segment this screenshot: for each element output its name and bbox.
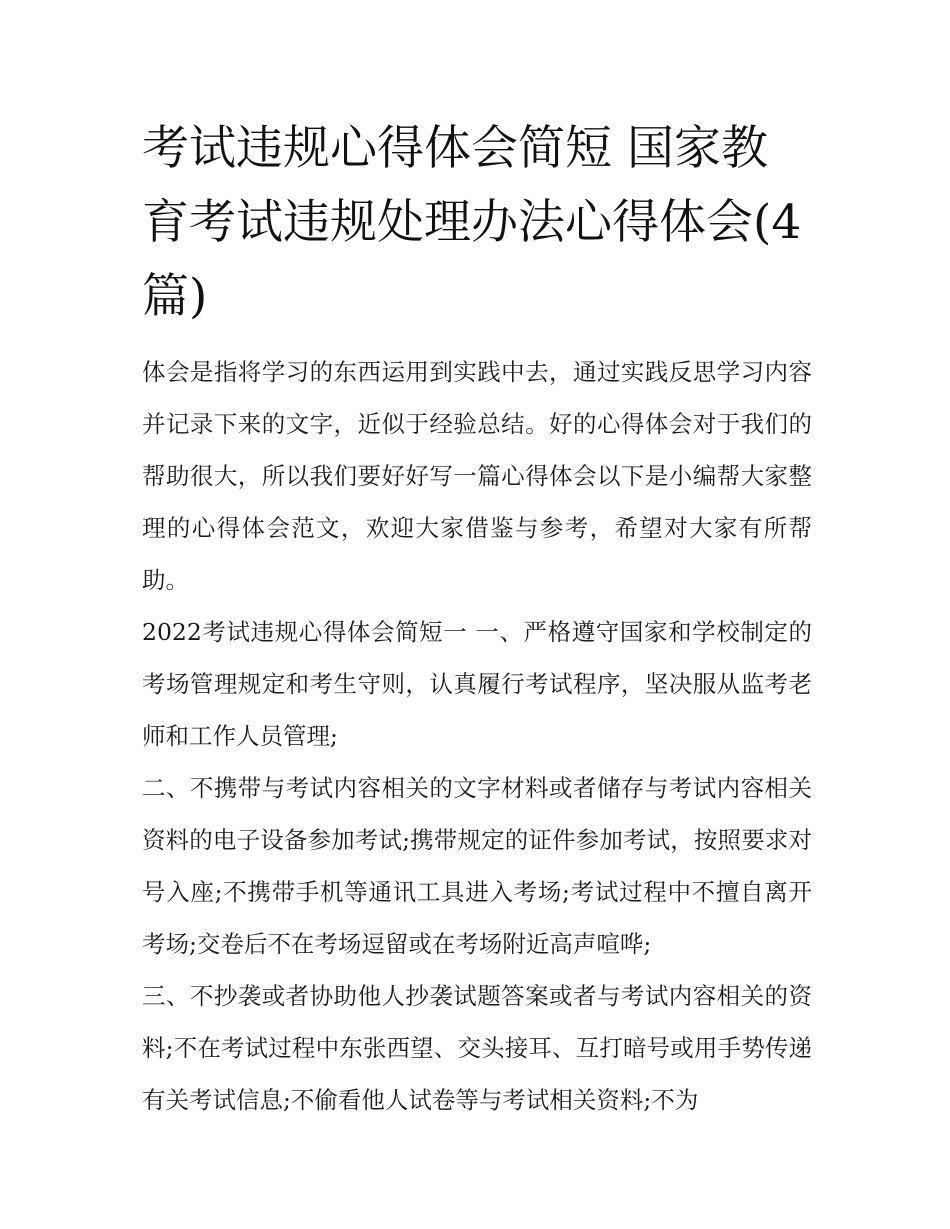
document-title: 考试违规心得体会简短 国家教育考试违规处理办法心得体会(4篇) bbox=[142, 121, 802, 324]
paragraph-intro: 体会是指将学习的东西运用到实践中去，通过实践反思学习内容并记录下来的文字，近似于经验总结。好的心得体会对于我们的帮助很大，所以我们要好好写一篇心得体会以下是小编帮大家整理的心得体会范文，欢迎大家借鉴与参考，希望对大家有所帮助。 bbox=[142, 358, 812, 594]
paragraph-section-three: 三、不抄袭或者协助他人抄袭试题答案或者与考试内容相关的资料;不在考试过程中东张西望、交头接耳、互打暗号或用手势传递有关考试信息;不偷看他人试卷等与考试相关资料;不为 bbox=[142, 982, 812, 1114]
paragraph-section-two: 二、不携带与考试内容相关的文字材料或者储存与考试内容相关资料的电子设备参加考试;携带规定的证件参加考试，按照要求对号入座;不携带手机等通讯工具进入考场;考试过程中不擅自离开考场;交卷后不在考场逗留或在考场附近高声喧哗; bbox=[142, 774, 812, 958]
paragraph-section-one: 2022考试违规心得体会简短一 一、严格遵守国家和学校制定的考场管理规定和考生守则，认真履行考试程序，坚决服从监考老师和工作人员管理; bbox=[142, 618, 812, 750]
document-content bbox=[142, 112, 812, 1126]
